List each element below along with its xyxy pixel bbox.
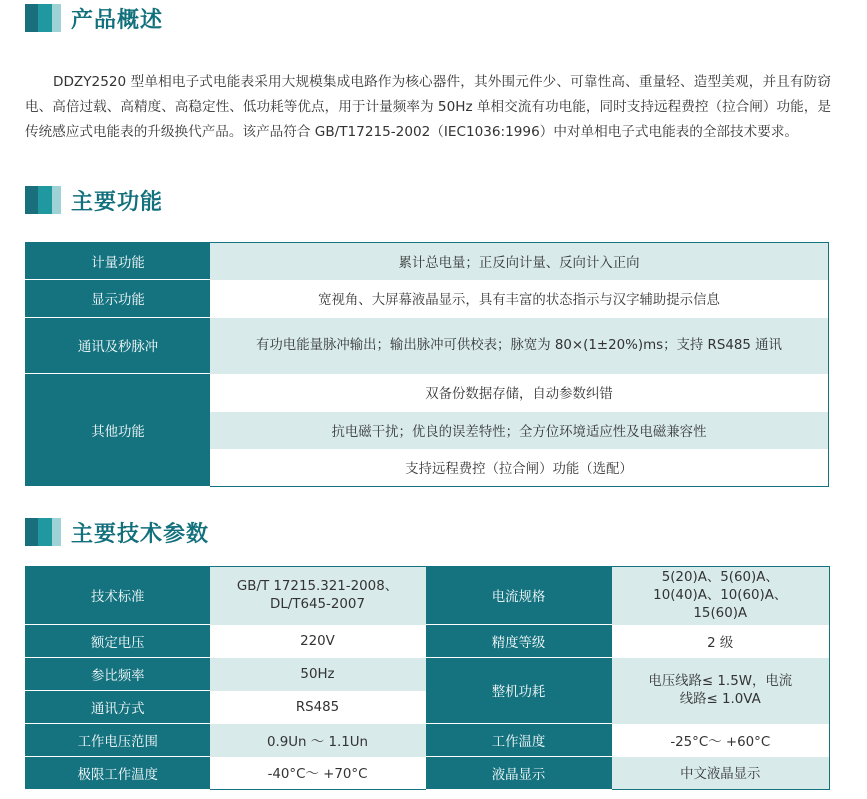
spec-value: 中文液晶显示 bbox=[612, 757, 830, 790]
spec-label: 精度等级 bbox=[426, 625, 612, 658]
spec-value: GB/T 17215.321-2008、DL/T645-2007 bbox=[236, 578, 399, 612]
spec-value-cell bbox=[210, 567, 426, 625]
spec-value: 50Hz bbox=[210, 658, 426, 691]
row-label: 计量功能 bbox=[26, 243, 211, 280]
table-row bbox=[26, 724, 830, 757]
functions-table bbox=[25, 242, 829, 487]
overview-paragraph: DDZY2520 型单相电子式电能表采用大规模集成电路作为核心器件，其外围元件少、可靠性高、重量轻、造型美观，并且有防窃电、高倍过载、高精度、高稳定性、低功耗等优点，用于计量频率为 50Hz 单相交流有功电能，同时支持远程费控（拉合闸）功能，是传统感应式电能表的升级换代产品。该产品符合 GB/T17215-2002（IEC1036:1996）中对单相电子式电能表的全部技术要求。 bbox=[25, 73, 831, 140]
row-value: 累计总电量；正反向计量、反向计入正向 bbox=[210, 243, 829, 280]
table-row bbox=[26, 625, 830, 658]
spec-value-cell bbox=[612, 658, 830, 724]
table-row bbox=[26, 757, 830, 790]
row-value: 宽视角、大屏幕液晶显示，具有丰富的状态指示与汉字辅助提示信息 bbox=[210, 280, 829, 318]
table-row bbox=[26, 280, 829, 318]
section-title: 主要技术参数 bbox=[71, 521, 210, 547]
spec-value: -25°C～ +60°C bbox=[612, 724, 830, 757]
section-title: 产品概述 bbox=[71, 7, 164, 33]
spec-label: 液晶显示 bbox=[426, 757, 612, 790]
row-label: 通讯及秒脉冲 bbox=[26, 318, 211, 374]
table-row bbox=[26, 318, 829, 374]
spec-label: 工作温度 bbox=[426, 724, 612, 757]
spec-value: 5(20)A、5(60)A、10(40)A、10(60)A、15(60)A bbox=[653, 569, 788, 621]
spec-value: 电压线路≤ 1.5W，电流线路≤ 1.0VA bbox=[648, 673, 793, 707]
spec-label: 技术标准 bbox=[26, 567, 210, 625]
row-value: 抗电磁干扰；优良的误差特性；全方位环境适应性及电磁兼容性 bbox=[210, 412, 829, 449]
spec-label: 整机功耗 bbox=[426, 658, 612, 724]
row-value: 支持远程费控（拉合闸）功能（选配） bbox=[210, 449, 829, 487]
spec-label: 工作电压范围 bbox=[26, 724, 210, 757]
section-title: 主要功能 bbox=[71, 189, 164, 215]
section-header-overview bbox=[25, 2, 163, 34]
table-row bbox=[26, 243, 829, 280]
section-marker-icon bbox=[25, 518, 61, 546]
row-value: 有功电能量脉冲输出；输出脉冲可供校表；脉宽为 80×(1±20%)ms；支持 RS485 通讯 bbox=[256, 337, 782, 353]
spec-label: 电流规格 bbox=[426, 567, 612, 625]
spec-label: 额定电压 bbox=[26, 625, 210, 658]
spec-value: 220V bbox=[210, 625, 426, 658]
table-row bbox=[26, 658, 830, 691]
specs-table bbox=[25, 566, 830, 790]
spec-value: -40°C～ +70°C bbox=[210, 757, 426, 790]
row-value: 双备份数据存储，自动参数纠错 bbox=[210, 374, 829, 412]
spec-label: 极限工作温度 bbox=[26, 757, 210, 790]
spec-value: RS485 bbox=[210, 691, 426, 724]
spec-value: 2 级 bbox=[612, 625, 830, 658]
spec-label: 参比频率 bbox=[26, 658, 210, 691]
section-header-specs bbox=[25, 516, 209, 548]
row-value-cell bbox=[210, 318, 829, 374]
spec-value-cell bbox=[612, 567, 830, 625]
spec-label: 通讯方式 bbox=[26, 691, 210, 724]
table-row bbox=[26, 567, 830, 625]
row-label: 显示功能 bbox=[26, 280, 211, 318]
row-label: 其他功能 bbox=[26, 374, 211, 487]
spec-value: 0.9Un ～ 1.1Un bbox=[210, 724, 426, 757]
section-marker-icon bbox=[25, 4, 61, 32]
section-header-functions bbox=[25, 184, 163, 216]
table-row bbox=[26, 374, 829, 412]
section-marker-icon bbox=[25, 186, 61, 214]
